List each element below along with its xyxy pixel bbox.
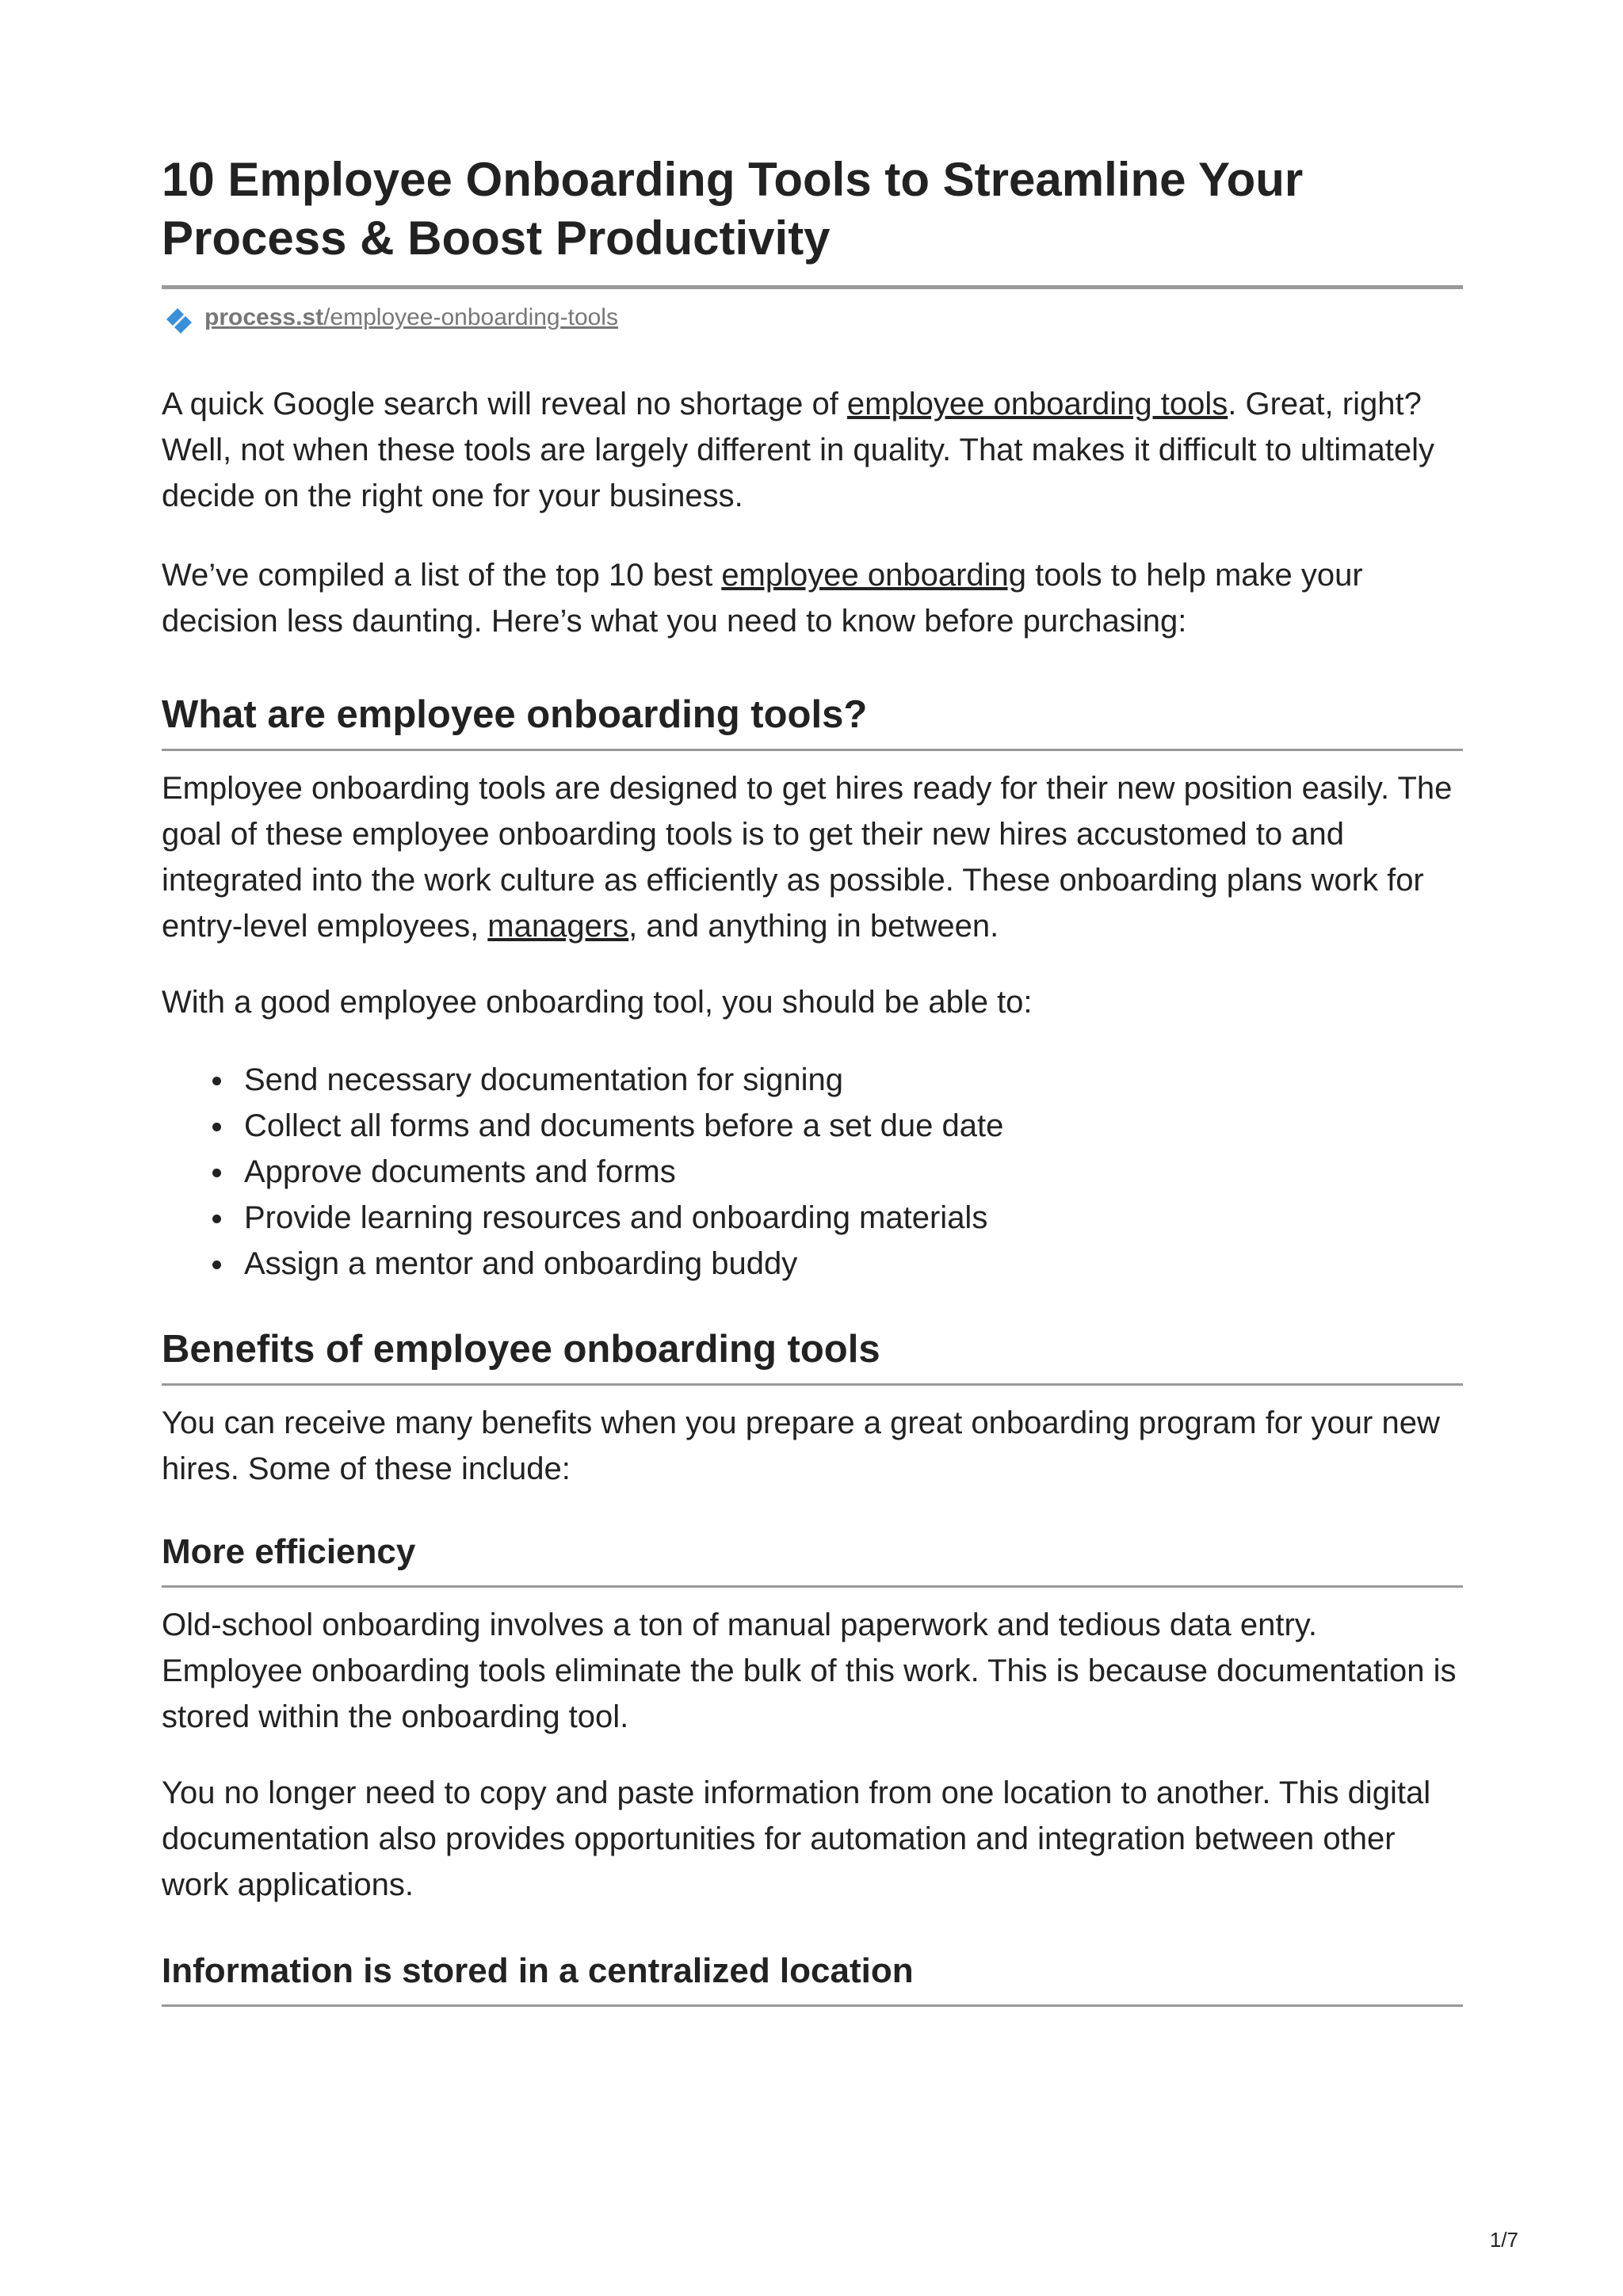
source-path: /employee-onboarding-tools	[323, 304, 618, 330]
section-heading-benefits: Benefits of employee onboarding tools	[162, 1325, 1463, 1386]
subsection-heading-efficiency: More efficiency	[162, 1530, 1463, 1588]
intro-p2-text-after: tools to help make your decision less daunting. Here’s what you need to know before purchasing:	[162, 558, 1363, 639]
what-p1-text-before: Employee onboarding tools are designed to get hires ready for their new position easily. The goal of these employee onboarding tools is to get their new hires accustomed to and integrated into the work culture as efficiently as possible. These onboarding plans work for entry-level employees,	[162, 771, 1453, 944]
capabilities-list	[162, 1057, 1463, 1287]
list-item: Collect all forms and documents before a set due date	[244, 1103, 1463, 1149]
source-url-link[interactable]	[204, 304, 618, 331]
source-link-row	[162, 300, 1463, 335]
intro-paragraph-1	[162, 381, 1463, 519]
employee-onboarding-link[interactable]: employee onboarding	[721, 558, 1027, 593]
intro-p1-text-before: A quick Google search will reveal no shortage of	[162, 387, 847, 421]
page-number: 1/7	[1489, 2228, 1518, 2252]
intro-p1-text-after: . Great, right? Well, not when these tools are largely different in quality. That makes it difficult to ultimately decide on the right one for your business.	[162, 387, 1434, 513]
list-item: Approve documents and forms	[244, 1149, 1463, 1195]
employee-onboarding-tools-link[interactable]: employee onboarding tools	[846, 387, 1228, 421]
section-heading-what: What are employee onboarding tools?	[162, 690, 1463, 751]
page-title: 10 Employee Onboarding Tools to Streamline Your Process & Boost Productivity	[162, 151, 1463, 289]
what-paragraph-1	[162, 765, 1463, 949]
intro-paragraph-2	[162, 552, 1463, 644]
efficiency-paragraph-2: You no longer need to copy and paste information from one location to another. This digital documentation also provides opportunities for automation and integration between other work applications.	[162, 1775, 1431, 1902]
list-item: Provide learning resources and onboarding materials	[244, 1195, 1463, 1241]
what-paragraph-2: With a good employee onboarding tool, you should be able to:	[162, 985, 1033, 1020]
source-domain: process.st	[204, 304, 324, 330]
efficiency-paragraph-1: Old-school onboarding involves a ton of manual paperwork and tedious data entry. Employee onboarding tools eliminate the bulk of this work. This is because documentation is stored within the onboarding tool.	[162, 1608, 1457, 1734]
subsection-heading-centralized: Information is stored in a centralized location	[162, 1949, 1463, 2007]
list-item: Assign a mentor and onboarding buddy	[244, 1241, 1463, 1287]
benefits-paragraph-1: You can receive many benefits when you prepare a great onboarding program for your new hires. Some of these include:	[162, 1405, 1440, 1486]
managers-link[interactable]: managers	[487, 909, 629, 944]
intro-p2-text-before: We’ve compiled a list of the top 10 best	[162, 558, 722, 593]
process-street-logo-icon	[162, 300, 197, 335]
document-page	[162, 151, 1463, 2007]
list-item: Send necessary documentation for signing	[244, 1057, 1463, 1103]
what-p1-text-after: , and anything in between.	[628, 909, 999, 944]
